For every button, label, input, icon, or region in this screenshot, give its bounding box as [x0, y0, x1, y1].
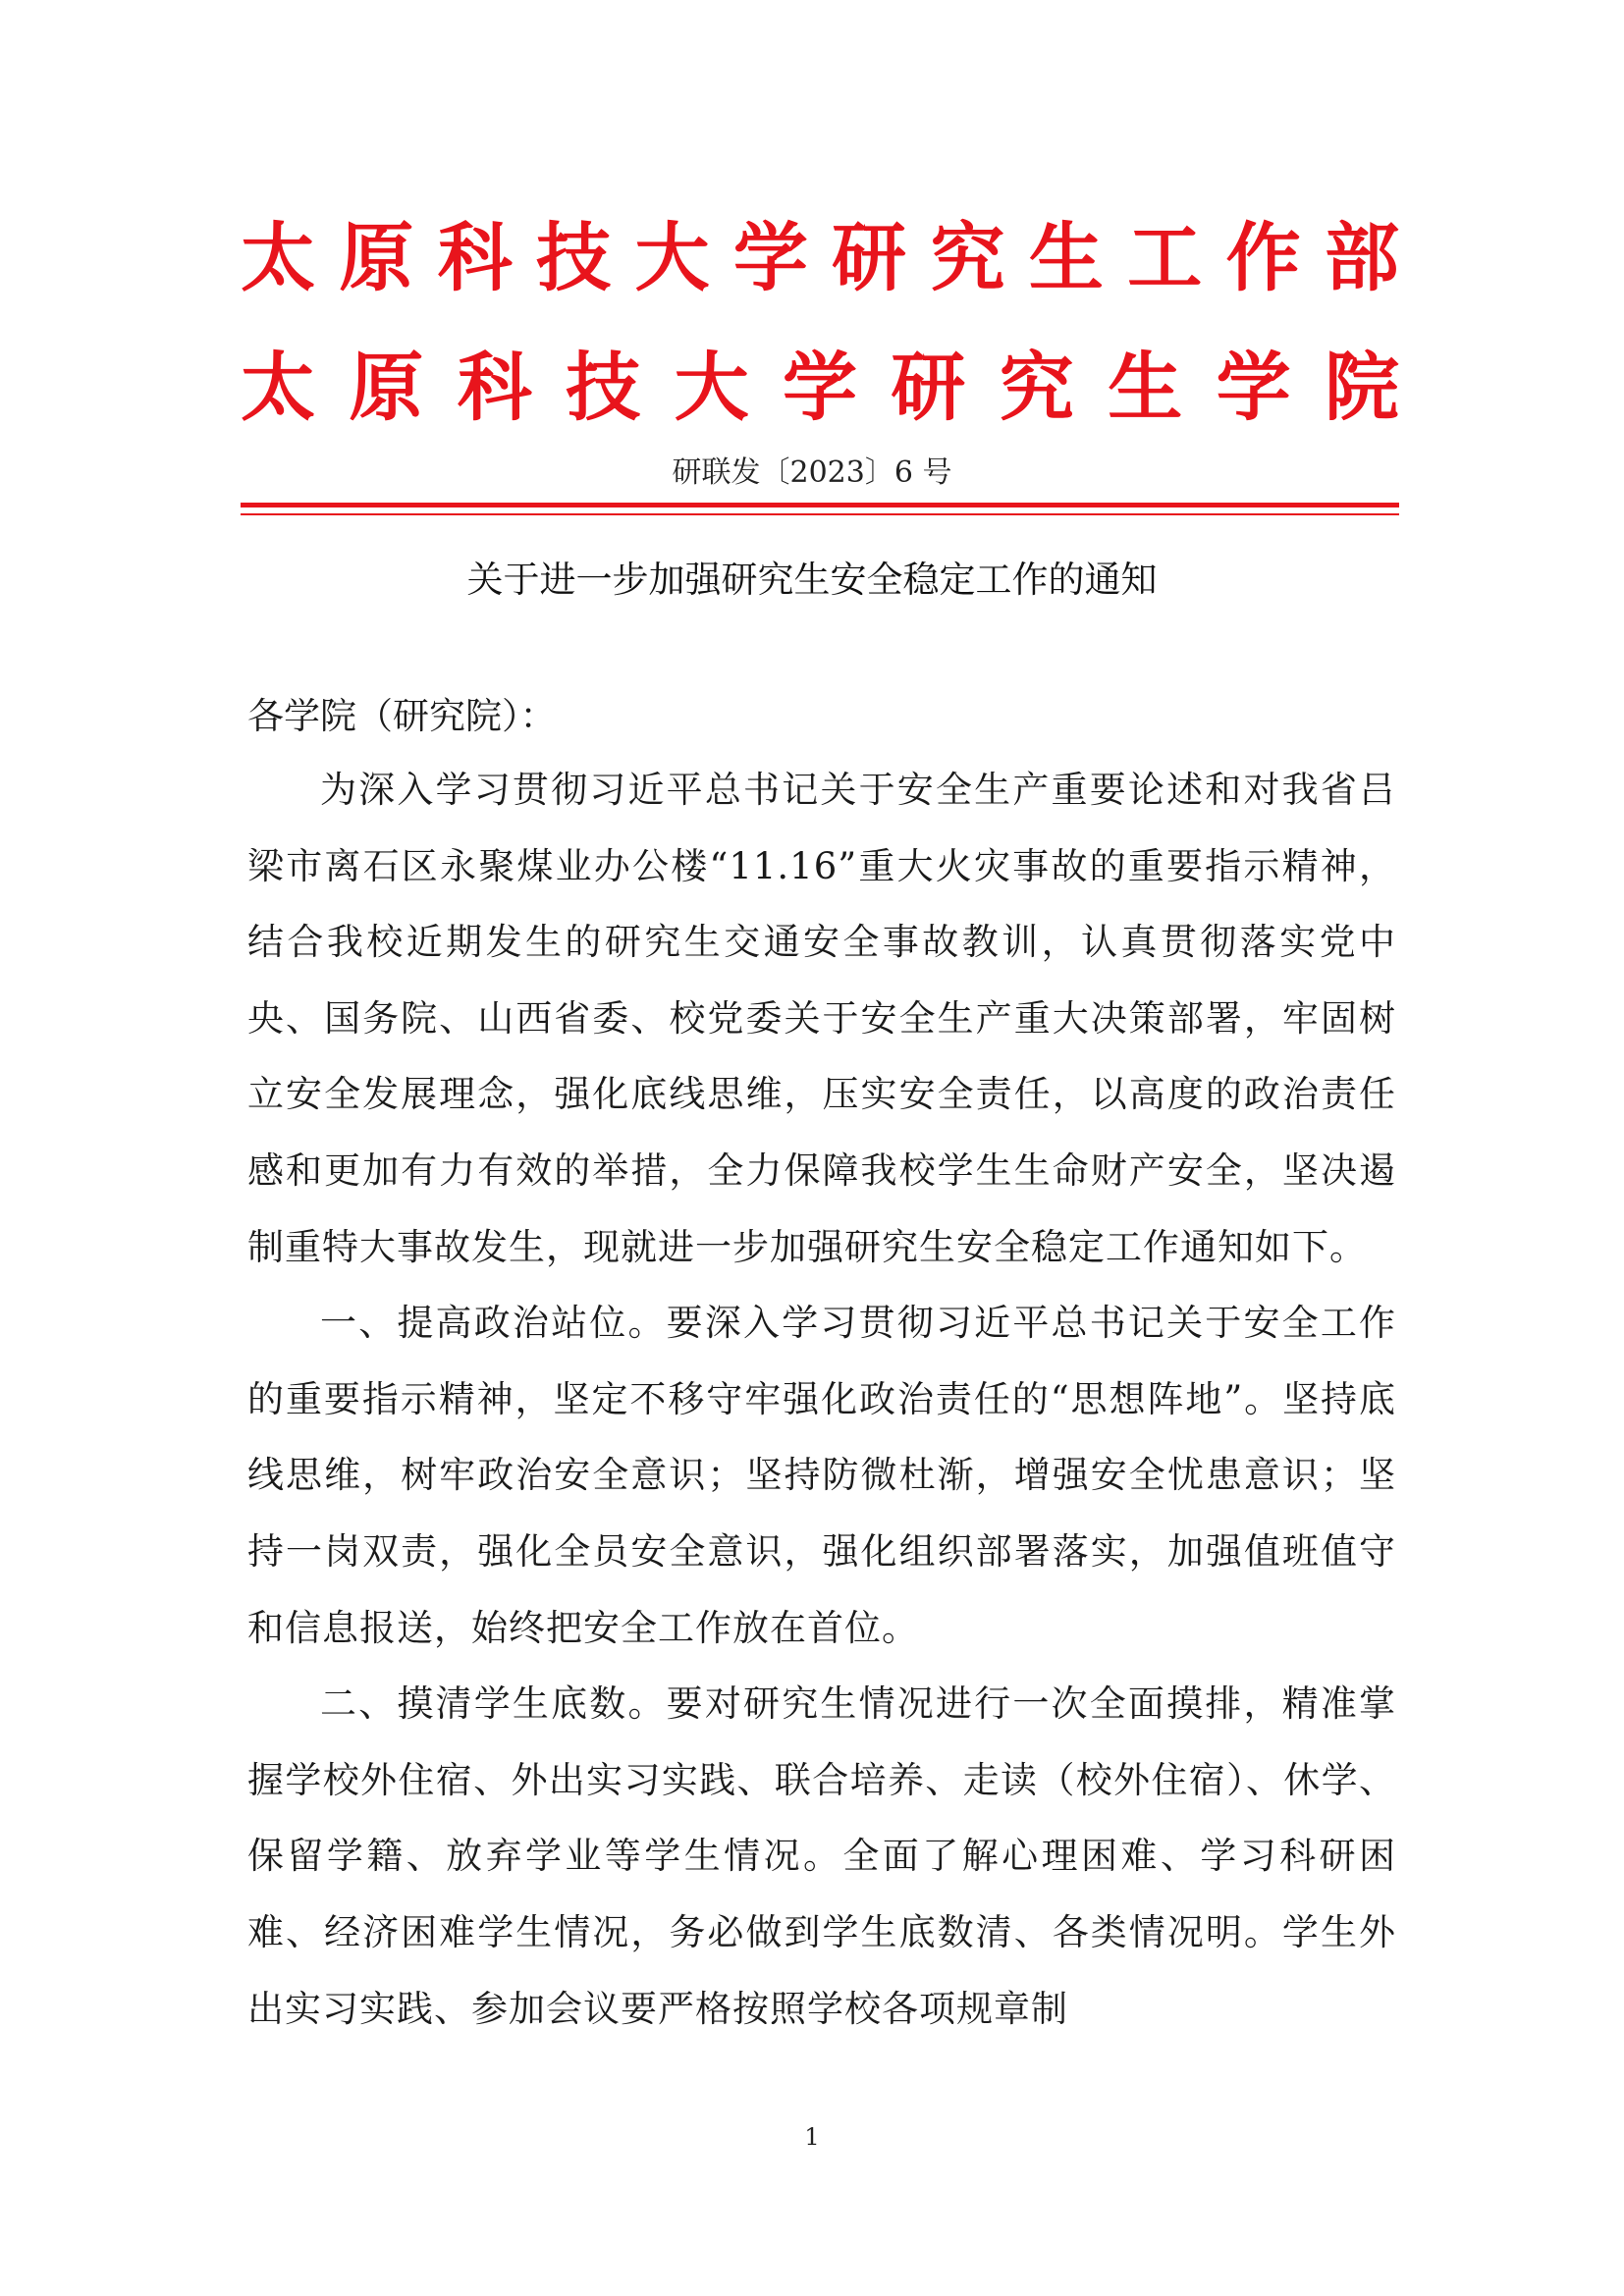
issuer-header-line-1: 太原科技大学研究生工作部 — [241, 214, 1399, 301]
body-paragraph-student-census: 二、摸清学生底数。要对研究生情况进行一次全面摸排，精准掌握学校外住宿、外出实习实践、联合培养、走读（校外住宿）、休学、保留学籍、放弃学业等学生情况。全面了解心理困难、学习科研困难、经济困难学生情况，务必做到学生底数清、各类情况明。学生外出实习实践、参加会议要严格按照学校各项规章制 — [247, 1682, 1396, 2030]
issuer-header-line-2: 太原科技大学研究生学院 — [241, 344, 1399, 431]
document-number: 研联发〔2023〕6 号 — [672, 455, 952, 490]
header-divider-thin — [241, 513, 1399, 515]
body-paragraph-political-stance: 一、提高政治站位。要深入学习贯彻习近平总书记关于安全工作的重要指示精神，坚定不移守牢强化政治责任的“思想阵地”。坚持底线思维，树牢政治安全意识；坚持防微杜渐，增强安全忧患意识；坚持一岗双责，强化全员安全意识，强化组织部署落实，加强值班值守和信息报送，始终把安全工作放在首位。 — [247, 1302, 1396, 1649]
notice-title: 关于进一步加强研究生安全稳定工作的通知 — [466, 559, 1158, 601]
header-divider-thick — [241, 503, 1399, 507]
notice-body — [247, 752, 1396, 2047]
salutation: 各学院（研究院）： — [247, 695, 557, 737]
body-paragraph-intro: 为深入学习贯彻习近平总书记关于安全生产重要论述和对我省吕梁市离石区永聚煤业办公楼“11.16”重大火灾事故的重要指示精神，结合我校近期发生的研究生交通安全事故教训，认真贯彻落实党中央、国务院、山西省委、校党委关于安全生产重大决策部署，牢固树立安全发展理念，强化底线思维，压实安全责任，以高度的政治责任感和更加有力有效的举措，全力保障我校学生生命财产安全，坚决遏制重特大事故发生，现就进一步加强研究生安全稳定工作通知如下。 — [247, 769, 1396, 1268]
page-number: 1 — [804, 2123, 820, 2151]
